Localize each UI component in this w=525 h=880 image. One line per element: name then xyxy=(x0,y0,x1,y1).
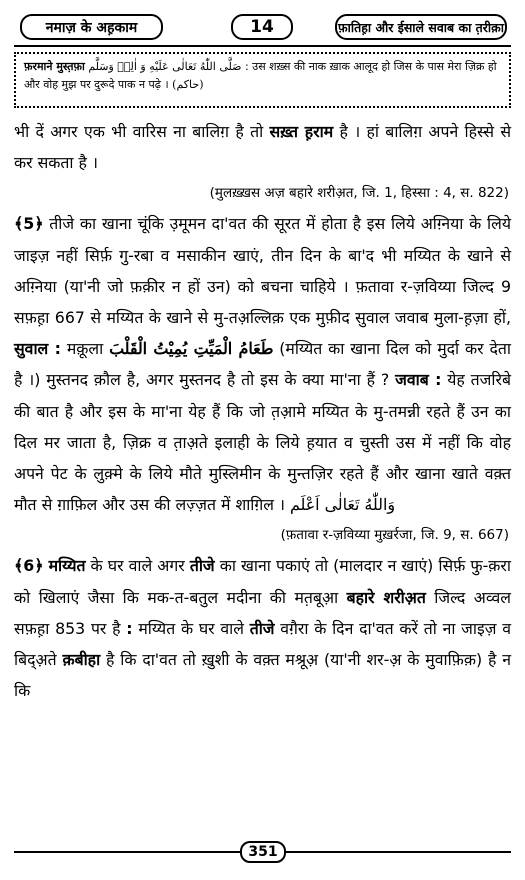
text-run: का खाना पकाएं तो (मालदार न खाएं) सिर्फ़ फु-क़रा को खिलाएं जैसा कि मक-त-बतुल मदीना की मत़बूआ़ xyxy=(14,556,511,607)
item-number-6: ﴾6﴿ xyxy=(14,556,44,576)
label-sawal: सुवाल : xyxy=(14,339,61,359)
text-run: मय्यित के घर वाले xyxy=(132,618,250,638)
arabic-quote: طَعَامُ الْمَيِّتِ يُمِيْتُ الْقَلْبَ xyxy=(109,339,274,359)
emphasis: तीजे xyxy=(189,556,215,576)
header-divider xyxy=(14,45,511,47)
emphasis: मय्यित xyxy=(48,556,86,576)
page-body xyxy=(14,116,511,706)
text-run: तीजे का खाना चूंकि उ़मूमन दा'वत की सूरत में होता है इस लिये अग़्निया के लिये जाइज़ नहीं सिर्फ़ गु-रबा व मसाकीन खाएं, तीन दिन के बा'द भी मय्यित के खाने से अग़्निया (या'नी जो फ़क़ीर न हों उन) को बचना चाहिये । फ़तावा र-ज़विय्या जिल्द 9 सफ़ह़ा 667 से मय्यित के खाने से मु-तअ़ल्लिक़ एक मुफ़ीद सुवाल जवाब मुला-ह़ज़ा हों, xyxy=(14,214,511,328)
emphasis-sakht-haram: सख़्त ह़राम xyxy=(269,122,334,141)
farman-label: फ़रमाने मुस्त़फ़ा xyxy=(24,60,85,73)
text-run: मक़ूला xyxy=(60,339,110,359)
farman-box xyxy=(14,52,511,108)
text-run: भी दें अगर एक भी वारिस ना बालिग़ है तो xyxy=(14,122,270,141)
text-run: के घर वाले अगर xyxy=(85,556,190,576)
text-run: वग़ैरा के दिन दा'वत करें तो ना जाइज़ व बिद्अ़ते xyxy=(14,618,511,670)
paragraph-3 xyxy=(14,550,511,706)
farman-text: : उस शख़्स की नाक ख़ाक आलूद हो जिस के पास मेरा ज़िक्र हो और वोह मुझ पर दुरूदे पाक न पढ़े । xyxy=(24,60,497,91)
emphasis: क़बीहा xyxy=(62,650,101,670)
arabic-closing: وَاللّٰهُ تَعَالٰى اَعْلَم xyxy=(290,495,395,515)
header-chapter-number: 14 xyxy=(231,14,293,40)
emphasis: तीजे xyxy=(249,618,275,638)
text-run: जिल्द अव्वल सफ़ह़ा 853 पर है xyxy=(14,587,511,638)
header-chapter-title: फ़ातिह़ा और ईसाले सवाब का त़रीक़ा xyxy=(335,14,507,40)
citation-1: (मुलख़्ख़स अज़ बहारे शरीअ़त, जि. 1, हिस्सा : 4, स. 822) xyxy=(209,185,509,202)
text-run: है । हां बालिग़ अपने हिस्से से कर सकता है । xyxy=(14,122,512,173)
text-run: है कि दा'वत तो ख़ुशी के वक़्त मश्रूअ़ (या'नी शर-अ़ के मुवाफ़िक़) है न कि xyxy=(14,650,511,701)
text-run: येह तजरिबे की बात है और इस के मा'ना येह हैं कि जो त़आ़मे मय्यित के मु-तमन्नी रहते हैं उन का दिल मर जाता है, ज़िक्र व त़ाअ़ते इलाही के लिये ह़यात व चुस्ती उस में नहीं कि वोह अपने पेट के लुक़्मे के लिये मौते मुस्लिमीन के मुन्तज़िर रहते हैं और खाना खाते वक़्त मौत से ग़ाफ़िल और उस की लज़्ज़त में शाग़िल । xyxy=(14,370,511,515)
emphasis: : xyxy=(126,618,133,638)
paragraph-1 xyxy=(14,116,511,178)
text-run: (मय्यित का खाना दिल को मुर्दा कर देता है ।) मुस्तनद क़ौल है, अगर मुस्तनद है तो इस के क्या मा'ना हैं ? xyxy=(14,339,511,390)
label-jawab: जवाब : xyxy=(395,370,442,390)
header-book-title: नमाज़ के अह़काम xyxy=(20,14,163,40)
farman-reference: (حاكم) xyxy=(172,78,204,91)
farman-arabic-salutation: صَلَّى اللّٰهُ تَعَالٰى عَلَيْهِ وَ اٰلِهٖ وَسَلَّم xyxy=(88,60,242,73)
item-number-5: ﴾5﴿ xyxy=(14,214,44,234)
emphasis: बहारे शरीअ़त xyxy=(346,587,426,607)
citation-2: (फ़तावा र-ज़विय्या मुख़र्रजा, जि. 9, स. 667) xyxy=(280,527,509,544)
paragraph-2 xyxy=(14,208,511,520)
page-number: 351 xyxy=(240,841,286,863)
